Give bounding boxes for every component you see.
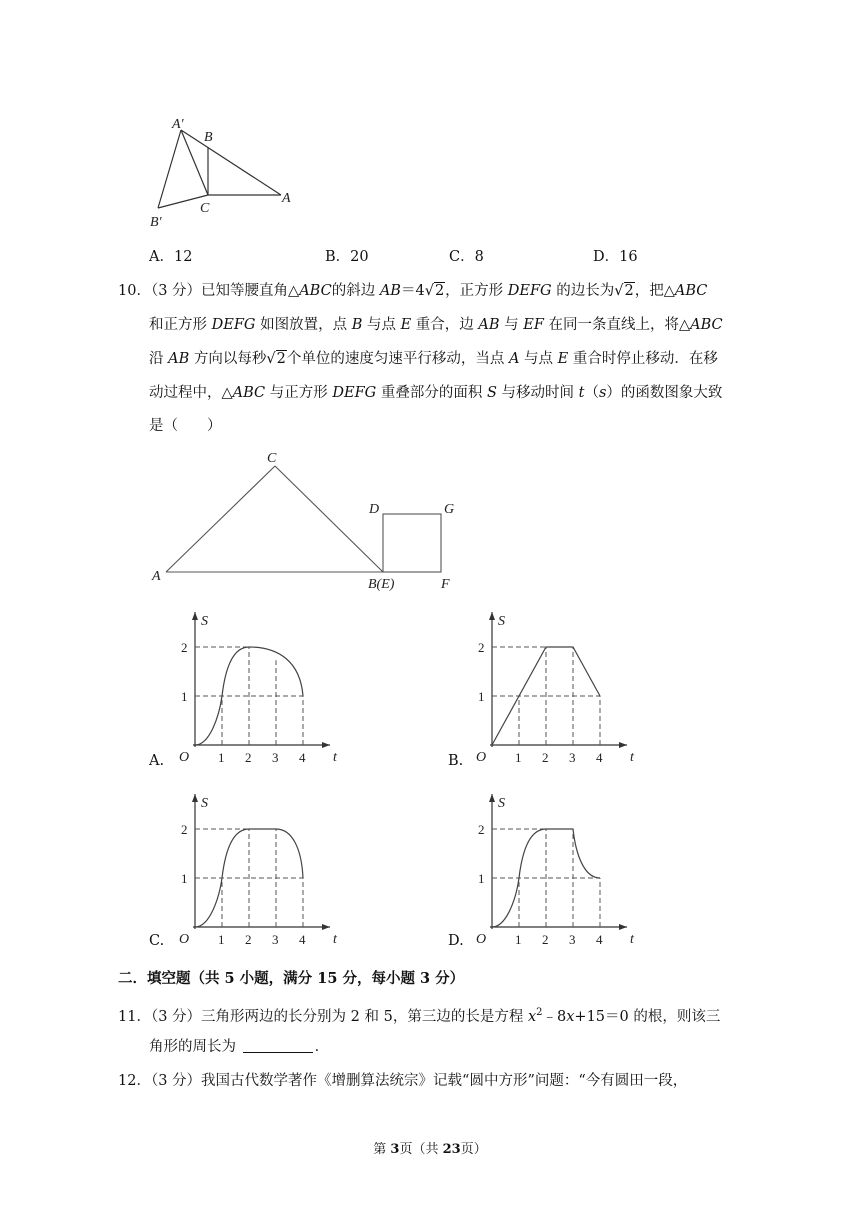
q11-line-1: 11．（3 分）三角形两边的长分别为 2 和 5，第三边的长是方程 $x^2﹣8x+15=0$ 的根，则该三 [118,1007,721,1025]
graph-option-d-x-arrow-icon [619,924,627,930]
graph-option-d-y-tick-2: 2 [478,822,485,837]
graph-option-b-x-tick-4: 4 [596,750,603,765]
graph-option-d-x-tick-3: 3 [569,932,576,947]
graph-option-d-x-tick-1: 1 [515,932,522,947]
graph-option-b-y-tick-1: 1 [478,689,485,704]
fig10-label-f: F [441,577,450,592]
graph-option-c-x-tick-2: 2 [245,932,252,947]
graph-option-b-x-tick-3: 3 [569,750,576,765]
graph-option-c-letter: C. [149,933,165,949]
graph-option-a-y-tick-2: 2 [181,640,188,655]
q12-line-1: 12．（3 分）我国古代数学著作《增删算法统宗》记载“圆中方形”问题：“今有圆田一段， [118,1073,688,1089]
graph-option-b-x-label: t [630,750,634,765]
q9-option-a: A．12 [149,249,193,265]
q10-line-1: 10．（3 分）已知等腰直角△ABC的斜边 AB＝4√2，正方形 DEFG 的边长为√2，把△ABC [118,283,708,299]
graph-option-a-letter: A. [149,753,165,769]
q10-line-3: 沿 AB 方向以每秒√2个单位的速度匀速平行移动，当点 A 与点 E 重合时停止移动．在移 [149,351,718,367]
page-footer: 第 3页（共 23页） [373,1142,487,1157]
section-2-heading: 二．填空题（共 5 小题，满分 15 分，每小题 3 分） [118,970,465,987]
q10-line-2: 和正方形 DEFG 如图放置，点 B 与点 E 重合，边 AB 与 EF 在同一条直线上，将△ABC [149,317,723,333]
fig10-label-g: G [444,502,455,517]
q11-answer-blank[interactable] [243,1038,313,1053]
graph-option-b-letter: B. [448,753,464,769]
q10-line-5: 是（ ） [149,418,222,434]
fig10-label-d: D [369,502,380,517]
q11-line-2: 角形的周长为 ． [149,1039,330,1055]
fig9-label-bprime: B′ [150,215,162,230]
graph-option-c-y-tick-1: 1 [181,871,188,886]
fig9-label-aprime: A′ [172,117,184,132]
graph-option-b-x-tick-2: 2 [542,750,549,765]
q9-option-d: D．16 [593,249,638,265]
graph-option-c-y-label: S [201,796,208,811]
graph-option-c-x-label: t [333,932,337,947]
graph-option-d-origin-label: O [476,932,487,947]
graph-option-c-x-tick-4: 4 [299,932,306,947]
graph-option-c-x-tick-3: 3 [272,932,279,947]
fig10-label-a: A [152,569,161,584]
fig9-label-b: B [204,130,213,145]
graph-option-a-x-tick-1: 1 [218,750,225,765]
graph-option-d-x-tick-2: 2 [542,932,549,947]
graph-option-d-x-label: t [630,932,634,947]
graph-option-a-x-tick-2: 2 [245,750,252,765]
graph-option-a-x-tick-3: 3 [272,750,279,765]
graph-option-c-x-tick-1: 1 [218,932,225,947]
fig9-label-c: C [200,201,210,216]
graph-option-b-origin-label: O [476,750,487,765]
graph-option-d-y-arrow-icon [489,794,495,802]
graph-option-a-y-label: S [201,614,208,629]
fig10-label-be: B(E) [368,577,395,592]
graph-option-c-origin-label: O [179,932,190,947]
fig10-label-c: C [267,451,277,466]
graph-option-c-y-tick-2: 2 [181,822,188,837]
graph-option-a-x-label: t [333,750,337,765]
graph-option-d-y-label: S [498,796,505,811]
q10-line-4: 动过程中，△ABC 与正方形 DEFG 重叠部分的面积 S 与移动时间 t（s）的函数图象大致 [149,385,723,401]
fig9-label-a: A [282,191,291,206]
graph-option-d-x-tick-4: 4 [596,932,603,947]
graph-option-b-y-tick-2: 2 [478,640,485,655]
graph-option-a-origin-label: O [179,750,190,765]
graph-option-a-x-tick-4: 4 [299,750,306,765]
graph-option-b-y-label: S [498,614,505,629]
graph-option-d-y-tick-1: 1 [478,871,485,886]
q9-option-c: C．8 [449,249,484,265]
q9-option-b: B．20 [325,249,369,265]
graph-option-d-letter: D. [448,933,464,949]
graph-option-a-y-tick-1: 1 [181,689,188,704]
graph-option-b-x-tick-1: 1 [515,750,522,765]
